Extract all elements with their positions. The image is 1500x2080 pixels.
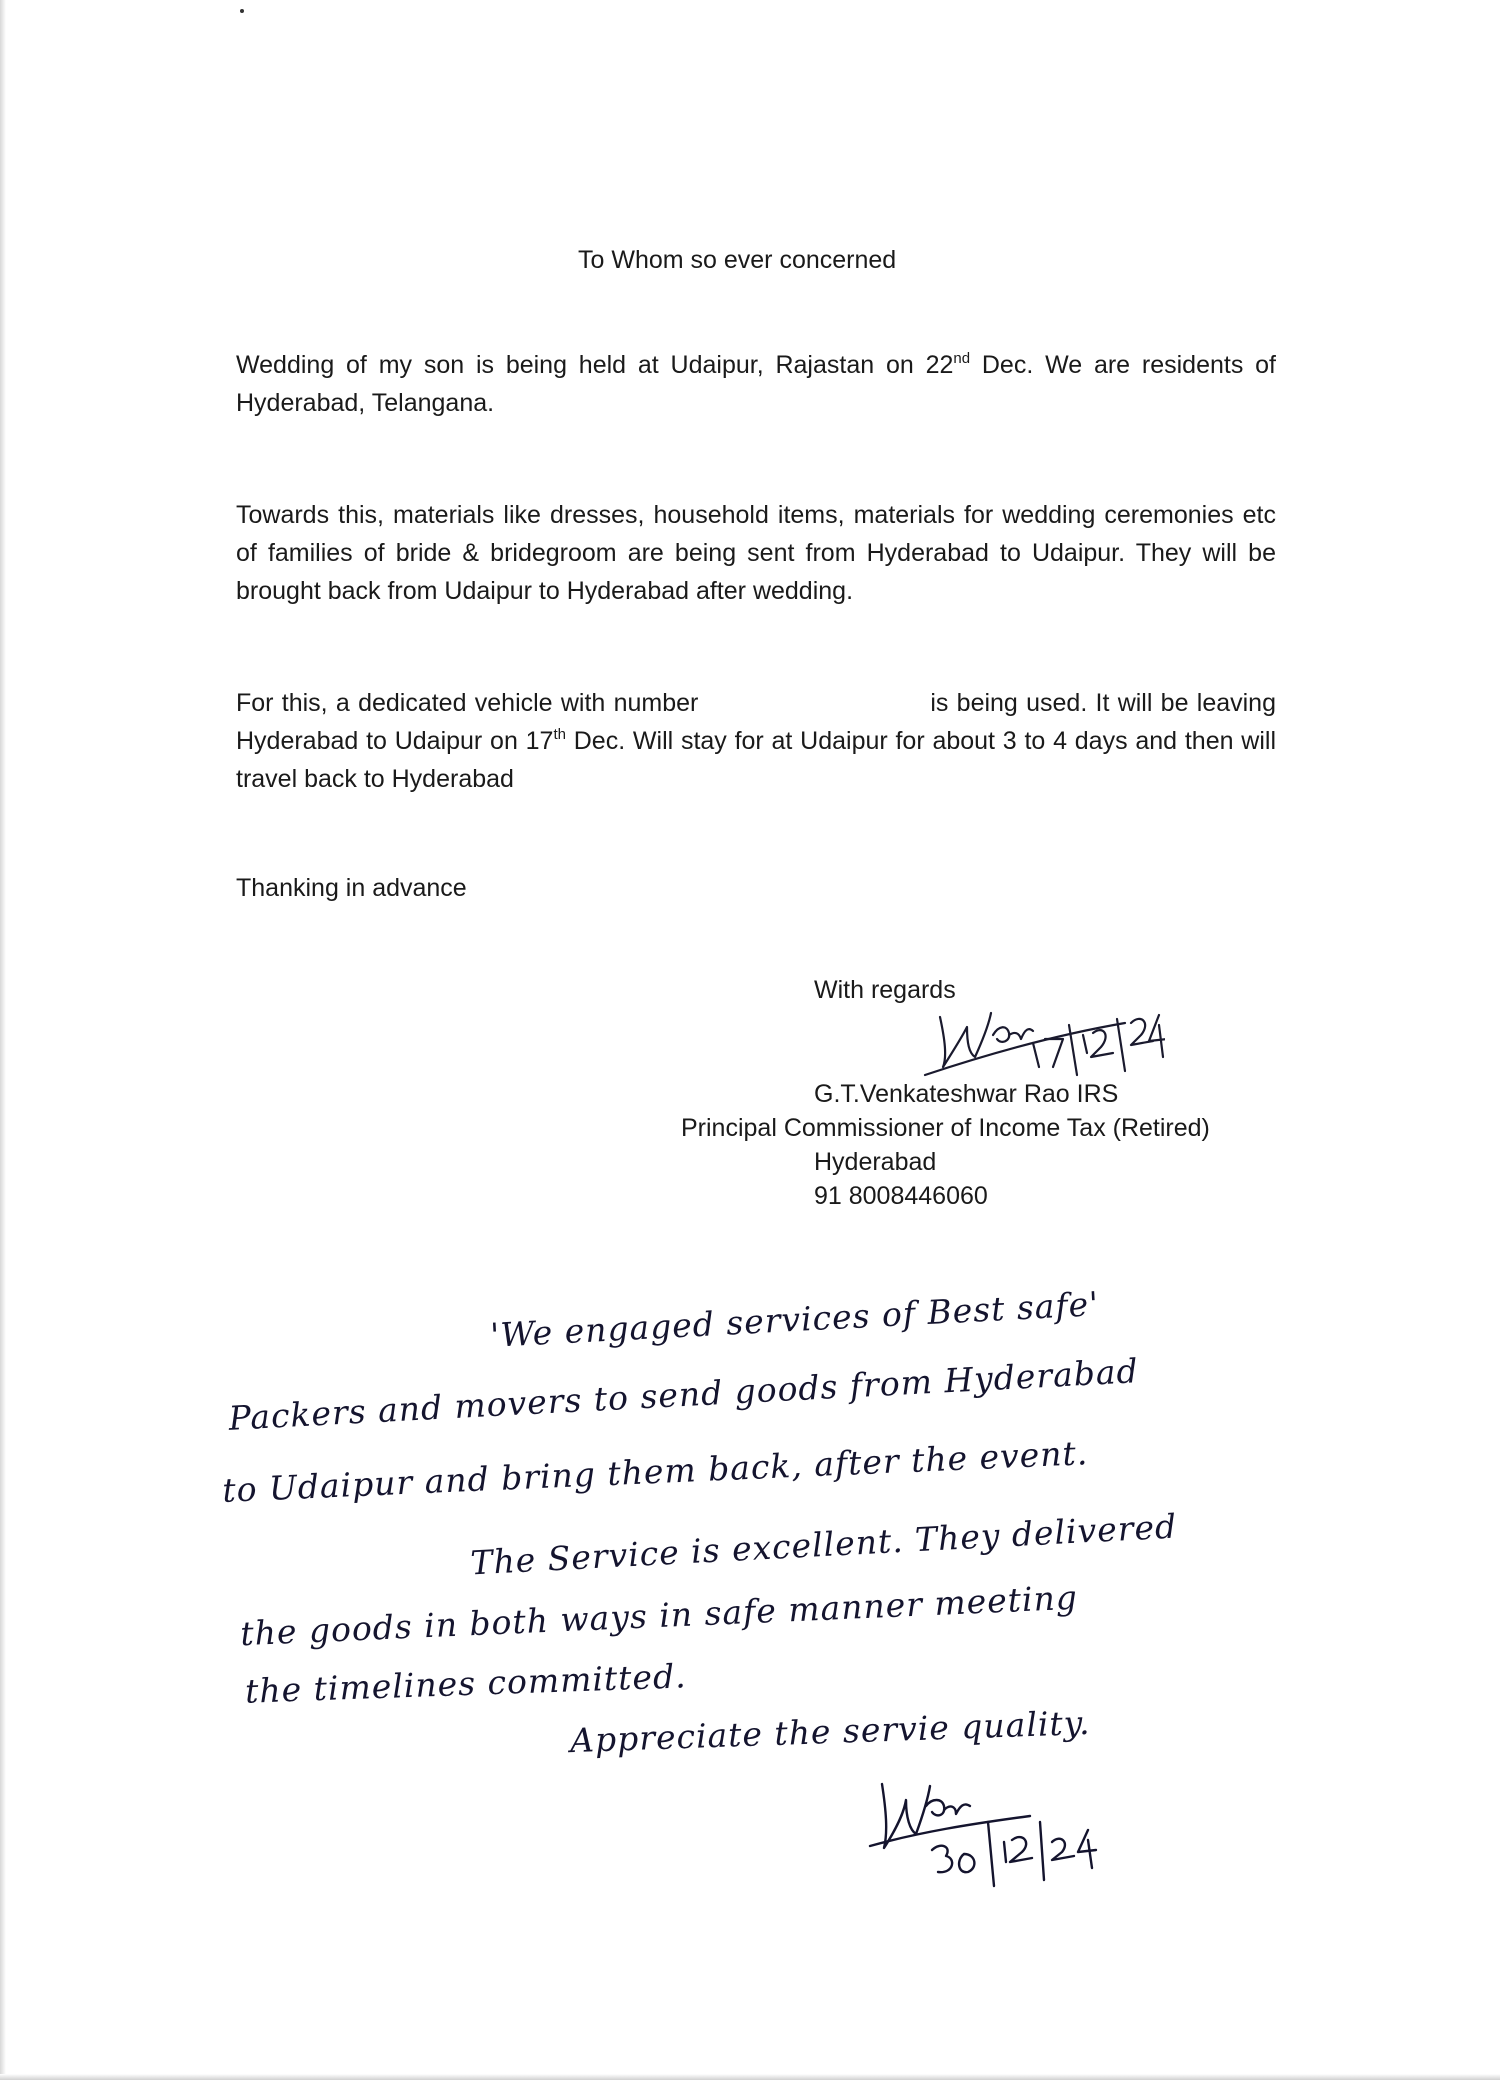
letter-paragraph-3	[236, 684, 1276, 798]
para1-text-b: Dec. We are residents of Hyderabad, Telangana.	[236, 351, 1276, 417]
letter-paragraph-2: Towards this, materials like dresses, household items, materials for wedding ceremonies etc of families of bride & bridegroom are being sent from Hyderabad to Udaipur. They will be brought back from Udaipur to Hyderabad after wedding.	[236, 501, 1276, 605]
signatory-city: Hyderabad	[814, 1148, 937, 1176]
para1-text-a: Wedding of my son is being held at Udaipur, Rajastan on 22	[236, 351, 954, 379]
scan-bottom-shadow	[0, 2074, 1500, 2080]
scan-edge-shadow	[0, 0, 6, 2080]
regards-line: With regards	[814, 976, 956, 1004]
scan-speck	[240, 9, 244, 13]
handwritten-line-3: to Udaipur and bring them back, after the event.	[221, 1433, 1090, 1510]
handwritten-line-2: Packers and movers to send goods from Hyderabad	[227, 1351, 1140, 1438]
signatory-name: G.T.Venkateshwar Rao IRS	[814, 1080, 1119, 1108]
signature-2-image	[860, 1770, 1100, 1890]
para1-superscript: nd	[953, 350, 971, 367]
letter-paragraph-1	[236, 346, 1276, 422]
handwritten-line-1: 'We engaged services of Best safe'	[489, 1284, 1101, 1355]
handwritten-line-5: the goods in both ways in safe manner meeting	[239, 1577, 1079, 1654]
para3-text-a: For this, a dedicated vehicle with number	[236, 689, 699, 717]
handwritten-line-6: the timelines committed.	[244, 1656, 688, 1711]
signature-1-image	[905, 995, 1165, 1085]
para3-superscript: th	[553, 726, 566, 743]
para3-text-c: Dec. Will stay for at Udaipur for about 3 to 4 days and then will travel back to Hyderabad	[236, 727, 1276, 793]
handwritten-line-7: Appreciate the servie quality.	[569, 1702, 1092, 1761]
para3-text-b: is being used. It will be leaving Hyderabad to Udaipur on 17	[236, 689, 1276, 755]
signatory-phone: 91 8008446060	[814, 1182, 988, 1210]
handwritten-line-4: The Service is excellent. They delivered	[469, 1506, 1178, 1583]
letter-salutation: To Whom so ever concerned	[578, 246, 897, 274]
letter-closing: Thanking in advance	[236, 874, 467, 902]
signatory-title: Principal Commissioner of Income Tax (Retired)	[681, 1114, 1210, 1142]
